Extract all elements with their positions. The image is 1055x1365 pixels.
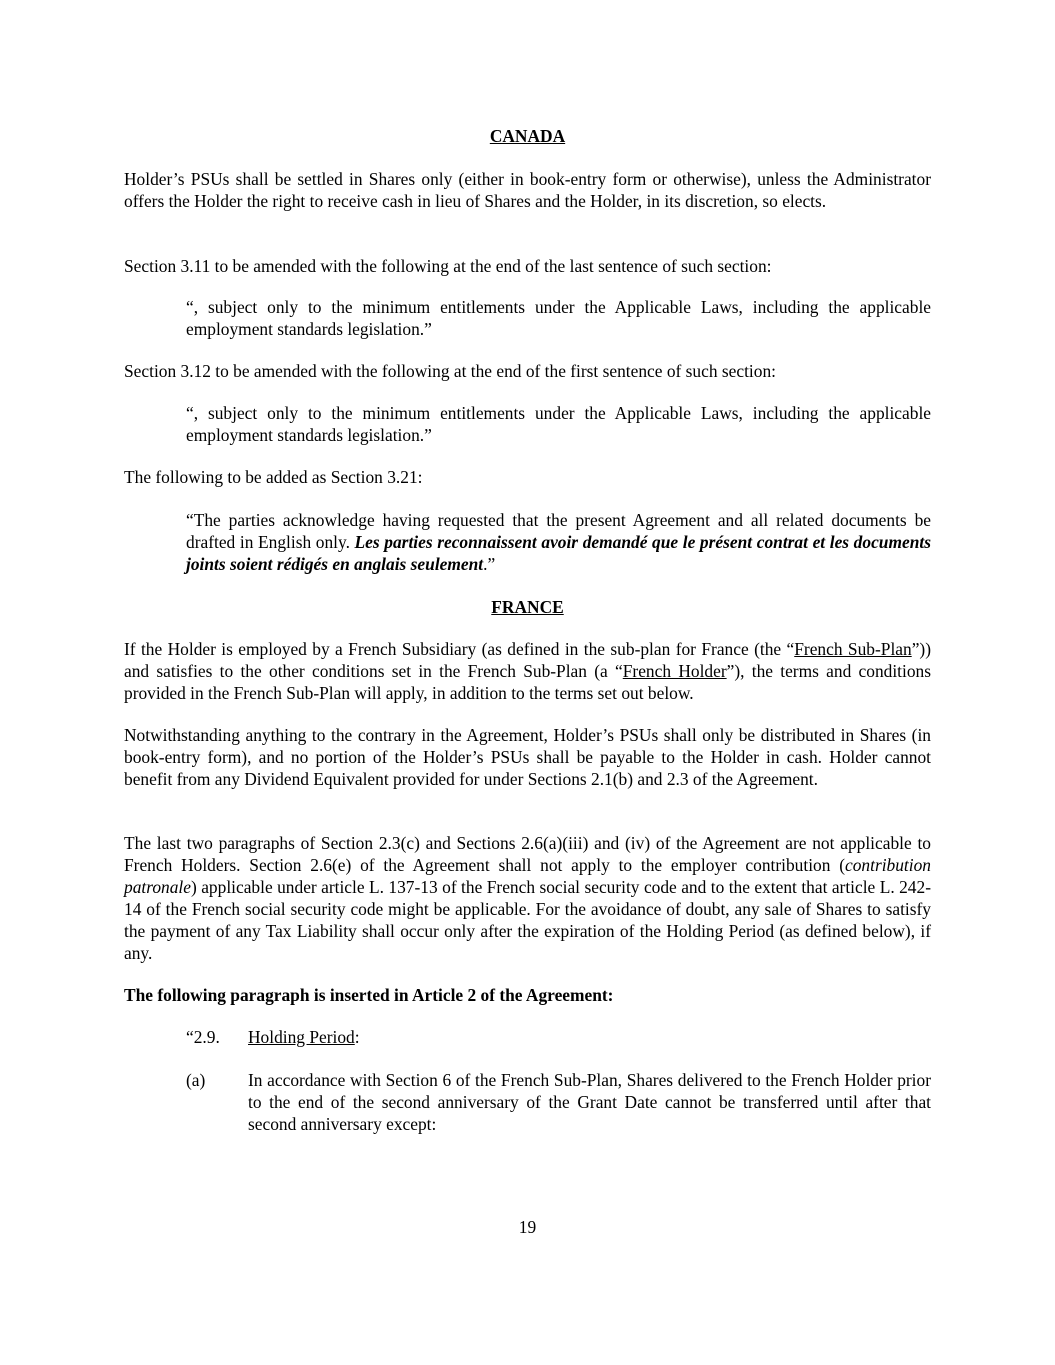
sub-item-a-text: In accordance with Section 6 of the French Sub-Plan, Shares delivered to the French Holder prior to the end of the second anniversary of the Grant Date cannot be transferred until after that second anniversary except: (248, 1070, 931, 1134)
item-title-holding-period (248, 1026, 360, 1048)
canada-paragraph-section-3-11: Section 3.11 to be amended with the following at the end of the last sentence of such section: (124, 256, 772, 276)
holding-period-colon: : (354, 1027, 360, 1047)
term-french-holder: French Holder (622, 661, 727, 681)
item-number-2-9: “2.9. (186, 1027, 220, 1047)
france-paragraph-distribution: Notwithstanding anything to the contrary in the Agreement, Holder’s PSUs shall only be distributed in Shares (in book-entry form), and no portion of the Holder’s PSUs shall be payable to the Holder in cash. Holder cannot benefit from any Dividend Equivalent provided for under Sections 2.1(b) and 2.3 of the Agreement. (124, 725, 931, 789)
france-paragraph-sections (124, 832, 931, 964)
quote-english-text: “The parties acknowledge having requested that the present Agreement and all related documents be drafted in English only. (186, 510, 931, 552)
canada-quote-3-21 (186, 509, 931, 575)
canada-paragraph-section-3-21: The following to be added as Section 3.21: (124, 467, 423, 487)
italic-contribution-patronale: contribution patronale (124, 855, 931, 897)
canada-quote-3-11: “, subject only to the minimum entitlements under the Applicable Laws, including the applicable employment standards legislation.” (186, 297, 931, 339)
canada-quote-3-12: “, subject only to the minimum entitlements under the Applicable Laws, including the applicable employment standards legislation.” (186, 403, 931, 445)
france-inserted-paragraph-heading: The following paragraph is inserted in Article 2 of the Agreement: (124, 985, 614, 1005)
france-heading: FRANCE (491, 597, 564, 617)
canada-paragraph-section-3-12: Section 3.12 to be amended with the following at the end of the first sentence of such section: (124, 361, 776, 381)
canada-paragraph-settlement: Holder’s PSUs shall be settled in Shares only (either in book-entry form or otherwise), unless the Administrator offers the Holder the right to receive cash in lieu of Shares and the Holder, in its discretion, so elects. (124, 169, 931, 211)
sub-item-number-a: (a) (186, 1070, 206, 1090)
holding-period-label: Holding Period (248, 1027, 355, 1047)
france-p1-text-b: ”)) and satisfies to the other conditions set in the French Sub-Plan (a “ (124, 639, 932, 681)
term-french-sub-plan: French Sub-Plan (794, 639, 912, 659)
france-p1-text-a: If the Holder is employed by a French Subsidiary (as defined in the sub-plan for France (the “ (124, 639, 795, 659)
quote-closing: .” (483, 554, 496, 574)
canada-heading: CANADA (489, 126, 566, 146)
france-paragraph-subsidiary (124, 638, 931, 704)
page-number: 19 (518, 1217, 537, 1237)
quote-french-text: Les parties reconnaissent avoir demandé que le présent contrat et les documents joints soient rédigés en anglais seulement (186, 532, 931, 574)
france-p1-text-c: ”), the terms and conditions provided in the French Sub-Plan will apply, in addition to the terms set out below. (124, 661, 932, 703)
france-p3-text-b: ) applicable under article L. 137-13 of the French social security code and to the extent that article L. 242-14 of the French social security code might be applicable. For the avoidance of doubt, any sale of Shares to satisfy the payment of any Tax Liability shall occur only after the expiration of the Holding Period (as defined below), if any. (124, 877, 931, 963)
france-p3-text-a: The last two paragraphs of Section 2.3(c) and Sections 2.6(a)(iii) and (iv) of the Agreement are not applicable to French Holders. Section 2.6(e) of the Agreement shall not apply to the employer contribution ( (124, 833, 931, 875)
